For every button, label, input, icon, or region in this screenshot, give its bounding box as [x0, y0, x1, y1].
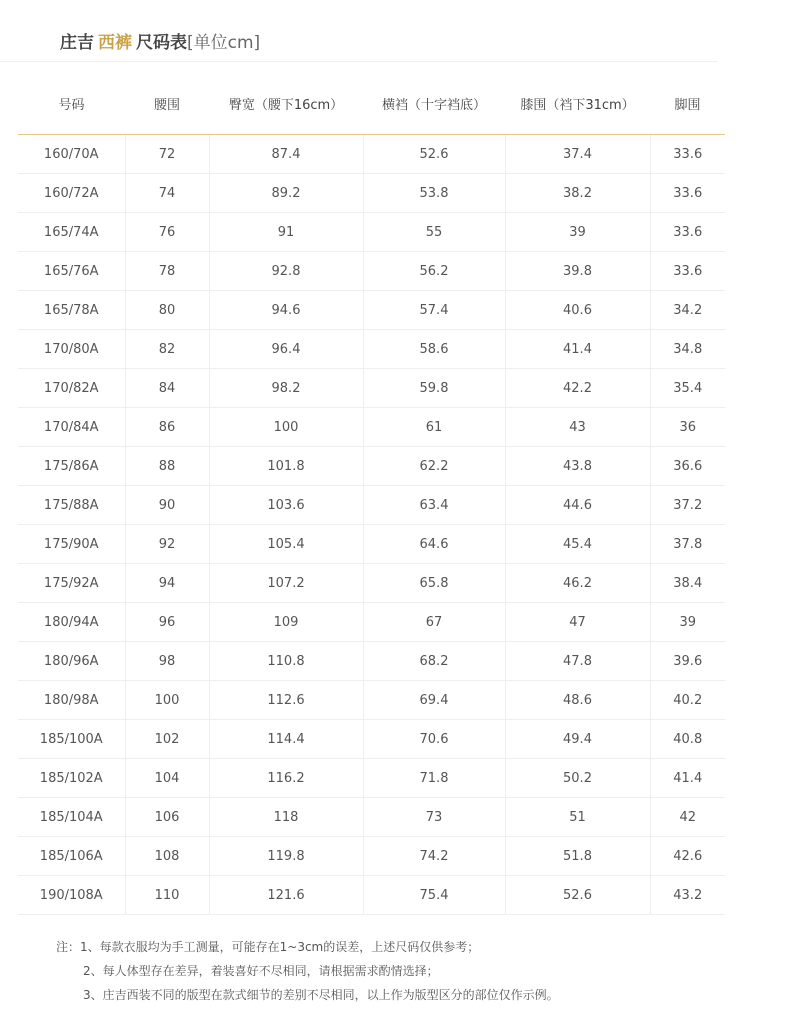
title-product: 西裤 — [98, 33, 132, 53]
table-cell: 65.8 — [363, 564, 505, 603]
table-cell: 41.4 — [505, 330, 650, 369]
table-cell: 96 — [125, 603, 209, 642]
table-cell: 88 — [125, 447, 209, 486]
table-cell: 42.6 — [650, 837, 725, 876]
table-cell: 185/106A — [18, 837, 125, 876]
table-cell: 87.4 — [209, 135, 363, 174]
note-line: 3、庄吉西装不同的版型在款式细节的差别不尽相同，以上作为版型区分的部位仅作示例。 — [83, 988, 559, 1002]
table-cell: 52.6 — [505, 876, 650, 915]
table-cell: 116.2 — [209, 759, 363, 798]
table-row — [18, 642, 725, 681]
table-cell: 71.8 — [363, 759, 505, 798]
table-cell: 110 — [125, 876, 209, 915]
table-cell: 38.4 — [650, 564, 725, 603]
table-cell: 119.8 — [209, 837, 363, 876]
table-cell: 35.4 — [650, 369, 725, 408]
column-header: 脚围 — [650, 72, 725, 135]
table-row — [18, 837, 725, 876]
table-row — [18, 681, 725, 720]
column-header: 横裆（十字裆底） — [363, 72, 505, 135]
table-cell: 105.4 — [209, 525, 363, 564]
table-cell: 48.6 — [505, 681, 650, 720]
table-cell: 45.4 — [505, 525, 650, 564]
table-cell: 103.6 — [209, 486, 363, 525]
table-cell: 118 — [209, 798, 363, 837]
title-label: 尺码表 — [136, 33, 187, 53]
column-header: 腰围 — [125, 72, 209, 135]
notes — [56, 935, 559, 1007]
table-cell: 102 — [125, 720, 209, 759]
table-cell: 89.2 — [209, 174, 363, 213]
table-cell: 62.2 — [363, 447, 505, 486]
table-cell: 96.4 — [209, 330, 363, 369]
table-cell: 51 — [505, 798, 650, 837]
table-cell: 46.2 — [505, 564, 650, 603]
table-row — [18, 174, 725, 213]
table-cell: 104 — [125, 759, 209, 798]
table-cell: 52.6 — [363, 135, 505, 174]
table-row — [18, 252, 725, 291]
table-cell: 165/76A — [18, 252, 125, 291]
table-cell: 55 — [363, 213, 505, 252]
note-line: 注：1、每款衣服均为手工测量，可能存在1~3cm的误差，上述尺码仅供参考； — [56, 940, 480, 954]
table-cell: 107.2 — [209, 564, 363, 603]
table-cell: 175/86A — [18, 447, 125, 486]
table-cell: 165/78A — [18, 291, 125, 330]
table-cell: 36.6 — [650, 447, 725, 486]
table-cell: 121.6 — [209, 876, 363, 915]
table-cell: 61 — [363, 408, 505, 447]
table-cell: 37.4 — [505, 135, 650, 174]
table-cell: 100 — [209, 408, 363, 447]
table-cell: 170/80A — [18, 330, 125, 369]
table-cell: 74.2 — [363, 837, 505, 876]
table-cell: 94.6 — [209, 291, 363, 330]
table-cell: 100 — [125, 681, 209, 720]
table-cell: 40.6 — [505, 291, 650, 330]
table-cell: 40.2 — [650, 681, 725, 720]
table-row — [18, 135, 725, 174]
table-cell: 91 — [209, 213, 363, 252]
table-row — [18, 876, 725, 915]
table-cell: 42 — [650, 798, 725, 837]
table-cell: 34.8 — [650, 330, 725, 369]
table-cell: 37.8 — [650, 525, 725, 564]
table-cell: 39 — [505, 213, 650, 252]
table-cell: 39.8 — [505, 252, 650, 291]
table-cell: 170/84A — [18, 408, 125, 447]
table-cell: 112.6 — [209, 681, 363, 720]
table-cell: 39 — [650, 603, 725, 642]
table-cell: 43.2 — [650, 876, 725, 915]
table-cell: 92.8 — [209, 252, 363, 291]
table-row — [18, 369, 725, 408]
table-cell: 70.6 — [363, 720, 505, 759]
column-header: 臀宽（腰下16cm） — [209, 72, 363, 135]
table-cell: 47 — [505, 603, 650, 642]
table-cell: 40.8 — [650, 720, 725, 759]
table-cell: 50.2 — [505, 759, 650, 798]
note-line: 2、每人体型存在差异，着装喜好不尽相同，请根据需求酌情选择； — [83, 964, 439, 978]
table-row — [18, 525, 725, 564]
table-cell: 63.4 — [363, 486, 505, 525]
table-cell: 160/70A — [18, 135, 125, 174]
table-row — [18, 798, 725, 837]
table-row — [18, 408, 725, 447]
table-cell: 86 — [125, 408, 209, 447]
column-header: 号码 — [18, 72, 125, 135]
table-cell: 175/90A — [18, 525, 125, 564]
table-row — [18, 759, 725, 798]
table-cell: 42.2 — [505, 369, 650, 408]
table-cell: 101.8 — [209, 447, 363, 486]
table-cell: 185/100A — [18, 720, 125, 759]
table-cell: 69.4 — [363, 681, 505, 720]
table-header-row — [18, 72, 725, 135]
table-cell: 80 — [125, 291, 209, 330]
title-unit: [单位cm] — [187, 33, 261, 53]
table-cell: 90 — [125, 486, 209, 525]
table-cell: 94 — [125, 564, 209, 603]
table-row — [18, 447, 725, 486]
table-cell: 39.6 — [650, 642, 725, 681]
table-cell: 57.4 — [363, 291, 505, 330]
table-cell: 170/82A — [18, 369, 125, 408]
table-cell: 78 — [125, 252, 209, 291]
table-cell: 74 — [125, 174, 209, 213]
table-cell: 49.4 — [505, 720, 650, 759]
table-cell: 47.8 — [505, 642, 650, 681]
table-cell: 190/108A — [18, 876, 125, 915]
table-cell: 59.8 — [363, 369, 505, 408]
table-cell: 180/94A — [18, 603, 125, 642]
table-cell: 51.8 — [505, 837, 650, 876]
table-row — [18, 564, 725, 603]
table-cell: 185/104A — [18, 798, 125, 837]
table-cell: 76 — [125, 213, 209, 252]
table-cell: 33.6 — [650, 174, 725, 213]
table-cell: 72 — [125, 135, 209, 174]
table-cell: 175/92A — [18, 564, 125, 603]
table-cell: 165/74A — [18, 213, 125, 252]
table-cell: 92 — [125, 525, 209, 564]
table-cell: 58.6 — [363, 330, 505, 369]
table-cell: 82 — [125, 330, 209, 369]
table-cell: 73 — [363, 798, 505, 837]
table-cell: 108 — [125, 837, 209, 876]
table-cell: 106 — [125, 798, 209, 837]
table-cell: 160/72A — [18, 174, 125, 213]
table-cell: 68.2 — [363, 642, 505, 681]
table-cell: 98.2 — [209, 369, 363, 408]
title-brand: 庄吉 — [60, 33, 94, 53]
table-row — [18, 291, 725, 330]
title-divider — [0, 61, 718, 62]
table-body — [18, 135, 725, 915]
table-cell: 175/88A — [18, 486, 125, 525]
table-cell: 64.6 — [363, 525, 505, 564]
table-cell: 33.6 — [650, 213, 725, 252]
table-cell: 180/98A — [18, 681, 125, 720]
table-cell: 37.2 — [650, 486, 725, 525]
table-cell: 185/102A — [18, 759, 125, 798]
page-title — [60, 28, 260, 53]
table-row — [18, 486, 725, 525]
table-row — [18, 330, 725, 369]
table-cell: 34.2 — [650, 291, 725, 330]
table-cell: 43.8 — [505, 447, 650, 486]
table-row — [18, 603, 725, 642]
table-cell: 109 — [209, 603, 363, 642]
table-cell: 44.6 — [505, 486, 650, 525]
table-cell: 36 — [650, 408, 725, 447]
table-cell: 98 — [125, 642, 209, 681]
table-cell: 75.4 — [363, 876, 505, 915]
table-cell: 33.6 — [650, 252, 725, 291]
table-cell: 180/96A — [18, 642, 125, 681]
table-cell: 67 — [363, 603, 505, 642]
table-row — [18, 213, 725, 252]
table-cell: 38.2 — [505, 174, 650, 213]
table-cell: 53.8 — [363, 174, 505, 213]
table-cell: 110.8 — [209, 642, 363, 681]
table-row — [18, 720, 725, 759]
table-cell: 56.2 — [363, 252, 505, 291]
column-header: 膝围（裆下31cm） — [505, 72, 650, 135]
table-cell: 33.6 — [650, 135, 725, 174]
size-table — [18, 72, 725, 915]
table-cell: 43 — [505, 408, 650, 447]
table-cell: 84 — [125, 369, 209, 408]
table-cell: 41.4 — [650, 759, 725, 798]
table-cell: 114.4 — [209, 720, 363, 759]
